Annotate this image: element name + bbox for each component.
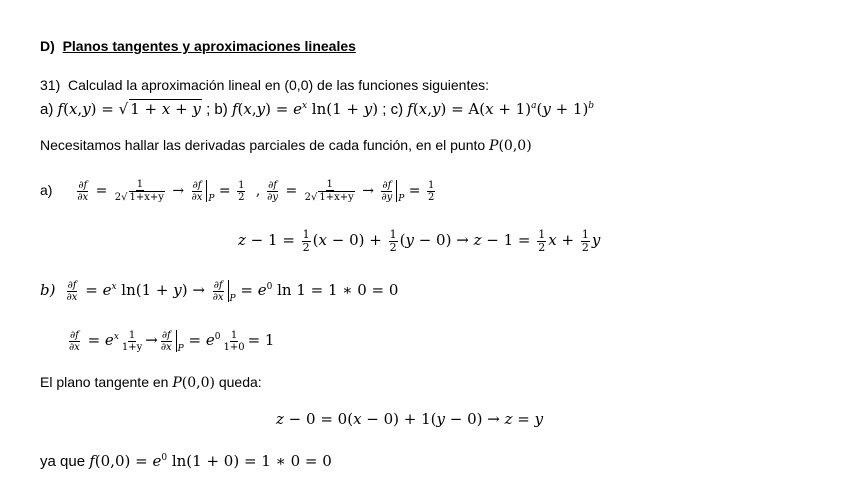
part-a-label: a) — [40, 182, 53, 198]
part-a-plane: z − 1 = $\frac{1}{2}$ (x − 0) + $\frac{1}{2}$ (y − 0) → z − 1 = $\frac{1}{2}$ x + $\frac{1}{2}$ y — [238, 227, 601, 254]
section-heading — [40, 37, 356, 55]
item-a-label: a) — [40, 101, 54, 118]
part-b-label: b) — [40, 281, 56, 299]
intro-text: Necesitamos hallar las derivadas parciales de cada función, en el punto P(0,0) — [40, 137, 532, 154]
part-b-derivative-2: $\frac{\partial f}{\partial x}$ = $e^x$ $\frac{1}{1+y}$ → $\frac{\partial f}{\partial x}$ $_P = e^0$ $\frac{1}{1+0}$ = 1 — [69, 329, 275, 354]
section-title: Planos tangentes y aproximaciones lineales — [62, 38, 356, 54]
item-b-label: ; b) — [206, 101, 228, 118]
exercise-number: 31) — [40, 77, 61, 93]
function-b: $f(x,y) = e^x$ ln(1 + y) — [231, 100, 379, 118]
part-a-derivatives: a) $\frac{\partial f}{\partial x}$ = $\frac{1}{2√ 1+x+y}$ → $\frac{\partial f}{\partial x}$ $_P$ = $\frac{1}{2}$ , $\frac{\partial f}{\partial y}$ = $\frac{1}{2√ 1+x+y}$ → $\frac{\partial f}{\partial y}$ $_P$ = $\frac{1}{2}$ — [40, 179, 435, 204]
plane-intro: El plano tangente en P(0,0) queda: — [40, 374, 262, 391]
functions-line — [40, 97, 594, 119]
part-b-plane: z − 0 = 0(x − 0) + 1(y − 0) → z = y — [276, 410, 544, 428]
part-b-note: ya que $f(0,0) = e^0$ ln(1 + 0) = 1 ∗ 0 = 0 — [40, 452, 332, 470]
section-label: D) — [40, 38, 55, 54]
function-c: $f(x,y) = A(x + 1)^a(y + 1)^b$ — [407, 100, 595, 118]
item-c-label: ; c) — [382, 101, 404, 118]
exercise-text: Calculad la aproximación lineal en (0,0) de las funciones siguientes: — [68, 77, 490, 93]
function-a: f(x,y) = √ 1 + x + y — [57, 100, 201, 118]
part-b-derivative-1: b) $\frac{\partial f}{\partial x}$ = $e^x$ ln(1 + y) → $\frac{\partial f}{\partial x}$ $_P = e^0$ ln 1 = 1 ∗ 0 = 0 — [40, 279, 399, 304]
exercise-statement — [40, 76, 489, 94]
